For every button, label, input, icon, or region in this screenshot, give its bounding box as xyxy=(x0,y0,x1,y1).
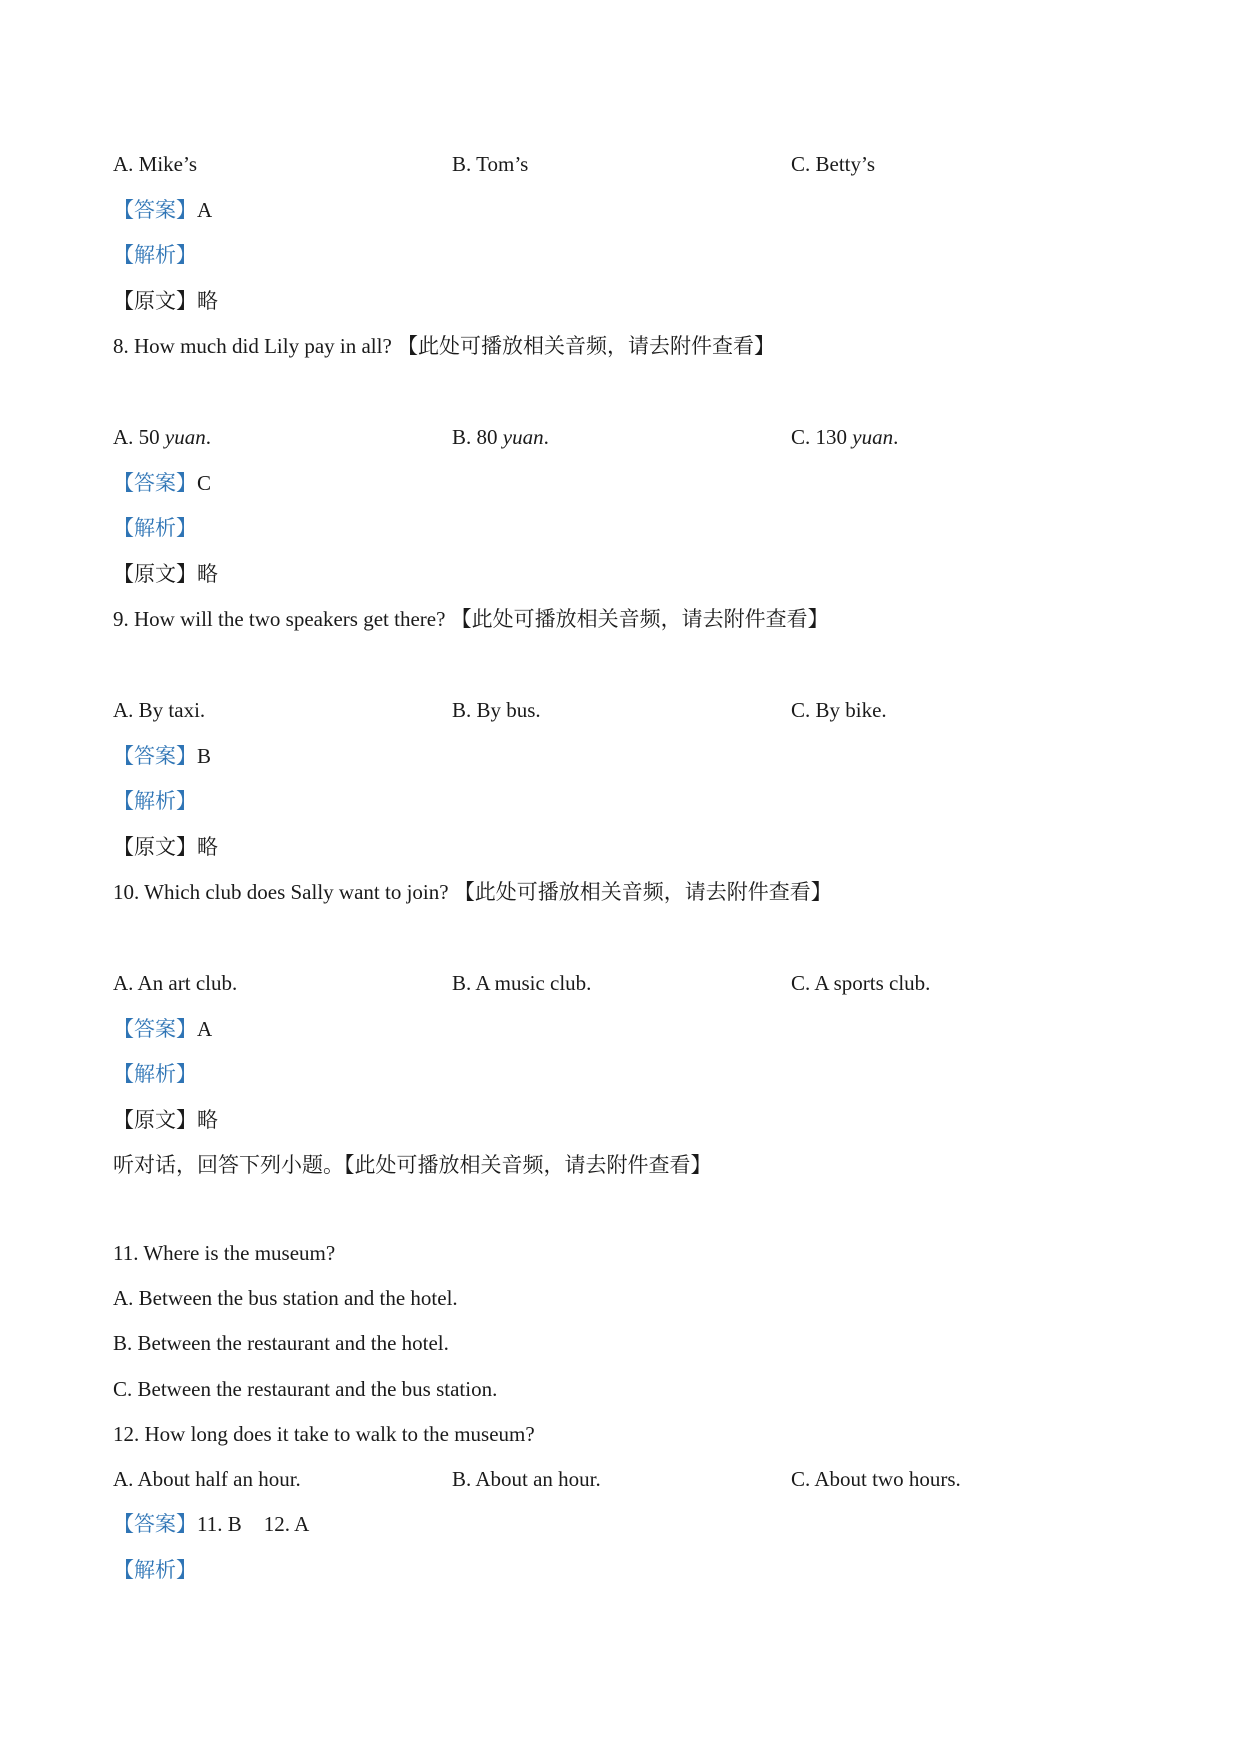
q10-option-a: A. An art club. xyxy=(113,971,238,995)
answer-tag: 【答案】 xyxy=(113,198,197,222)
q8-audio-note: 【此处可播放相关音频，请去附件查看】 xyxy=(397,334,776,358)
q10-option-b: B. A music club. xyxy=(452,971,592,995)
original-tag: 【原文】 xyxy=(113,1108,197,1132)
analysis-tag: 【解析】 xyxy=(113,243,197,267)
q12-option-a: A. About half an hour. xyxy=(113,1467,301,1491)
analysis-tag: 【解析】 xyxy=(113,789,197,813)
q10-audio-note: 【此处可播放相关音频，请去附件查看】 xyxy=(453,880,832,904)
group-audio-note: 【此处可播放相关音频，请去附件查看】 xyxy=(344,1153,712,1177)
answer-tag: 【答案】 xyxy=(113,1512,197,1536)
q8-option-b: B. 80 yuan. xyxy=(452,425,549,449)
q9-option-a: A. By taxi. xyxy=(113,698,206,722)
q10-original-text: 略 xyxy=(197,1108,218,1132)
q11-option-c: C. Between the restaurant and the bus station. xyxy=(113,1377,498,1401)
q9-answer: B xyxy=(197,744,212,768)
q9-option-c: C. By bike. xyxy=(791,698,887,722)
q9-audio-note: 【此处可播放相关音频，请去附件查看】 xyxy=(450,607,829,631)
group-instruction-line xyxy=(113,1151,712,1179)
q8-original-text: 略 xyxy=(197,562,218,586)
q12-option-c: C. About two hours. xyxy=(791,1467,961,1491)
group-instruction: 听对话，回答下列小题。 xyxy=(113,1153,344,1177)
q12-option-b: B. About an hour. xyxy=(452,1467,601,1491)
q9-question: 9. How will the two speakers get there? xyxy=(113,607,446,631)
q7-option-c: C. Betty’s xyxy=(791,152,876,176)
q8-question: 8. How much did Lily pay in all? xyxy=(113,334,392,358)
q9-original-text: 略 xyxy=(197,835,218,859)
answer-12: 12. A xyxy=(263,1512,310,1536)
q7-original-line xyxy=(113,287,218,315)
analysis-tag: 【解析】 xyxy=(113,1558,197,1582)
q8-original-line xyxy=(113,560,218,588)
analysis-tag: 【解析】 xyxy=(113,516,197,540)
answer-tag: 【答案】 xyxy=(113,744,197,768)
q10-original-line xyxy=(113,1106,218,1134)
analysis-tag: 【解析】 xyxy=(113,1062,197,1086)
original-tag: 【原文】 xyxy=(113,289,197,313)
q7-answer-line xyxy=(113,196,212,224)
q7-original-text: 略 xyxy=(197,289,218,313)
q10-analysis-line xyxy=(113,1060,197,1088)
q9-original-line xyxy=(113,833,218,861)
q10-answer-line xyxy=(113,1015,212,1043)
original-tag: 【原文】 xyxy=(113,835,197,859)
answer-11: 11. B xyxy=(197,1512,242,1536)
q11-question: 11. Where is the museum? xyxy=(113,1241,336,1265)
q8-question-line xyxy=(113,332,775,360)
q10-question-line xyxy=(113,878,832,906)
q7-analysis-line xyxy=(113,241,197,269)
q10-answer: A xyxy=(197,1017,213,1041)
q8-answer-line xyxy=(113,469,211,497)
answer-tag: 【答案】 xyxy=(113,471,197,495)
q9-answer-line xyxy=(113,742,211,770)
group-analysis-line xyxy=(113,1556,197,1584)
q9-question-line xyxy=(113,605,829,633)
original-tag: 【原文】 xyxy=(113,562,197,586)
q10-question: 10. Which club does Sally want to join? xyxy=(113,880,449,904)
q12-question: 12. How long does it take to walk to the museum? xyxy=(113,1422,535,1446)
q10-option-c: C. A sports club. xyxy=(791,971,931,995)
q8-option-a: A. 50 yuan. xyxy=(113,425,211,449)
answer-tag: 【答案】 xyxy=(113,1017,197,1041)
q9-option-b: B. By bus. xyxy=(452,698,541,722)
q7-option-b: B. Tom’s xyxy=(452,152,529,176)
q9-analysis-line xyxy=(113,787,197,815)
q7-option-a: A. Mike’s xyxy=(113,152,197,176)
group-answer-line xyxy=(113,1510,309,1538)
q11-option-a: A. Between the bus station and the hotel. xyxy=(113,1286,458,1310)
q8-option-c: C. 130 yuan. xyxy=(791,425,899,449)
q7-answer: A xyxy=(197,198,213,222)
q8-analysis-line xyxy=(113,514,197,542)
q8-answer: C xyxy=(197,471,212,495)
q11-option-b: B. Between the restaurant and the hotel. xyxy=(113,1331,449,1355)
